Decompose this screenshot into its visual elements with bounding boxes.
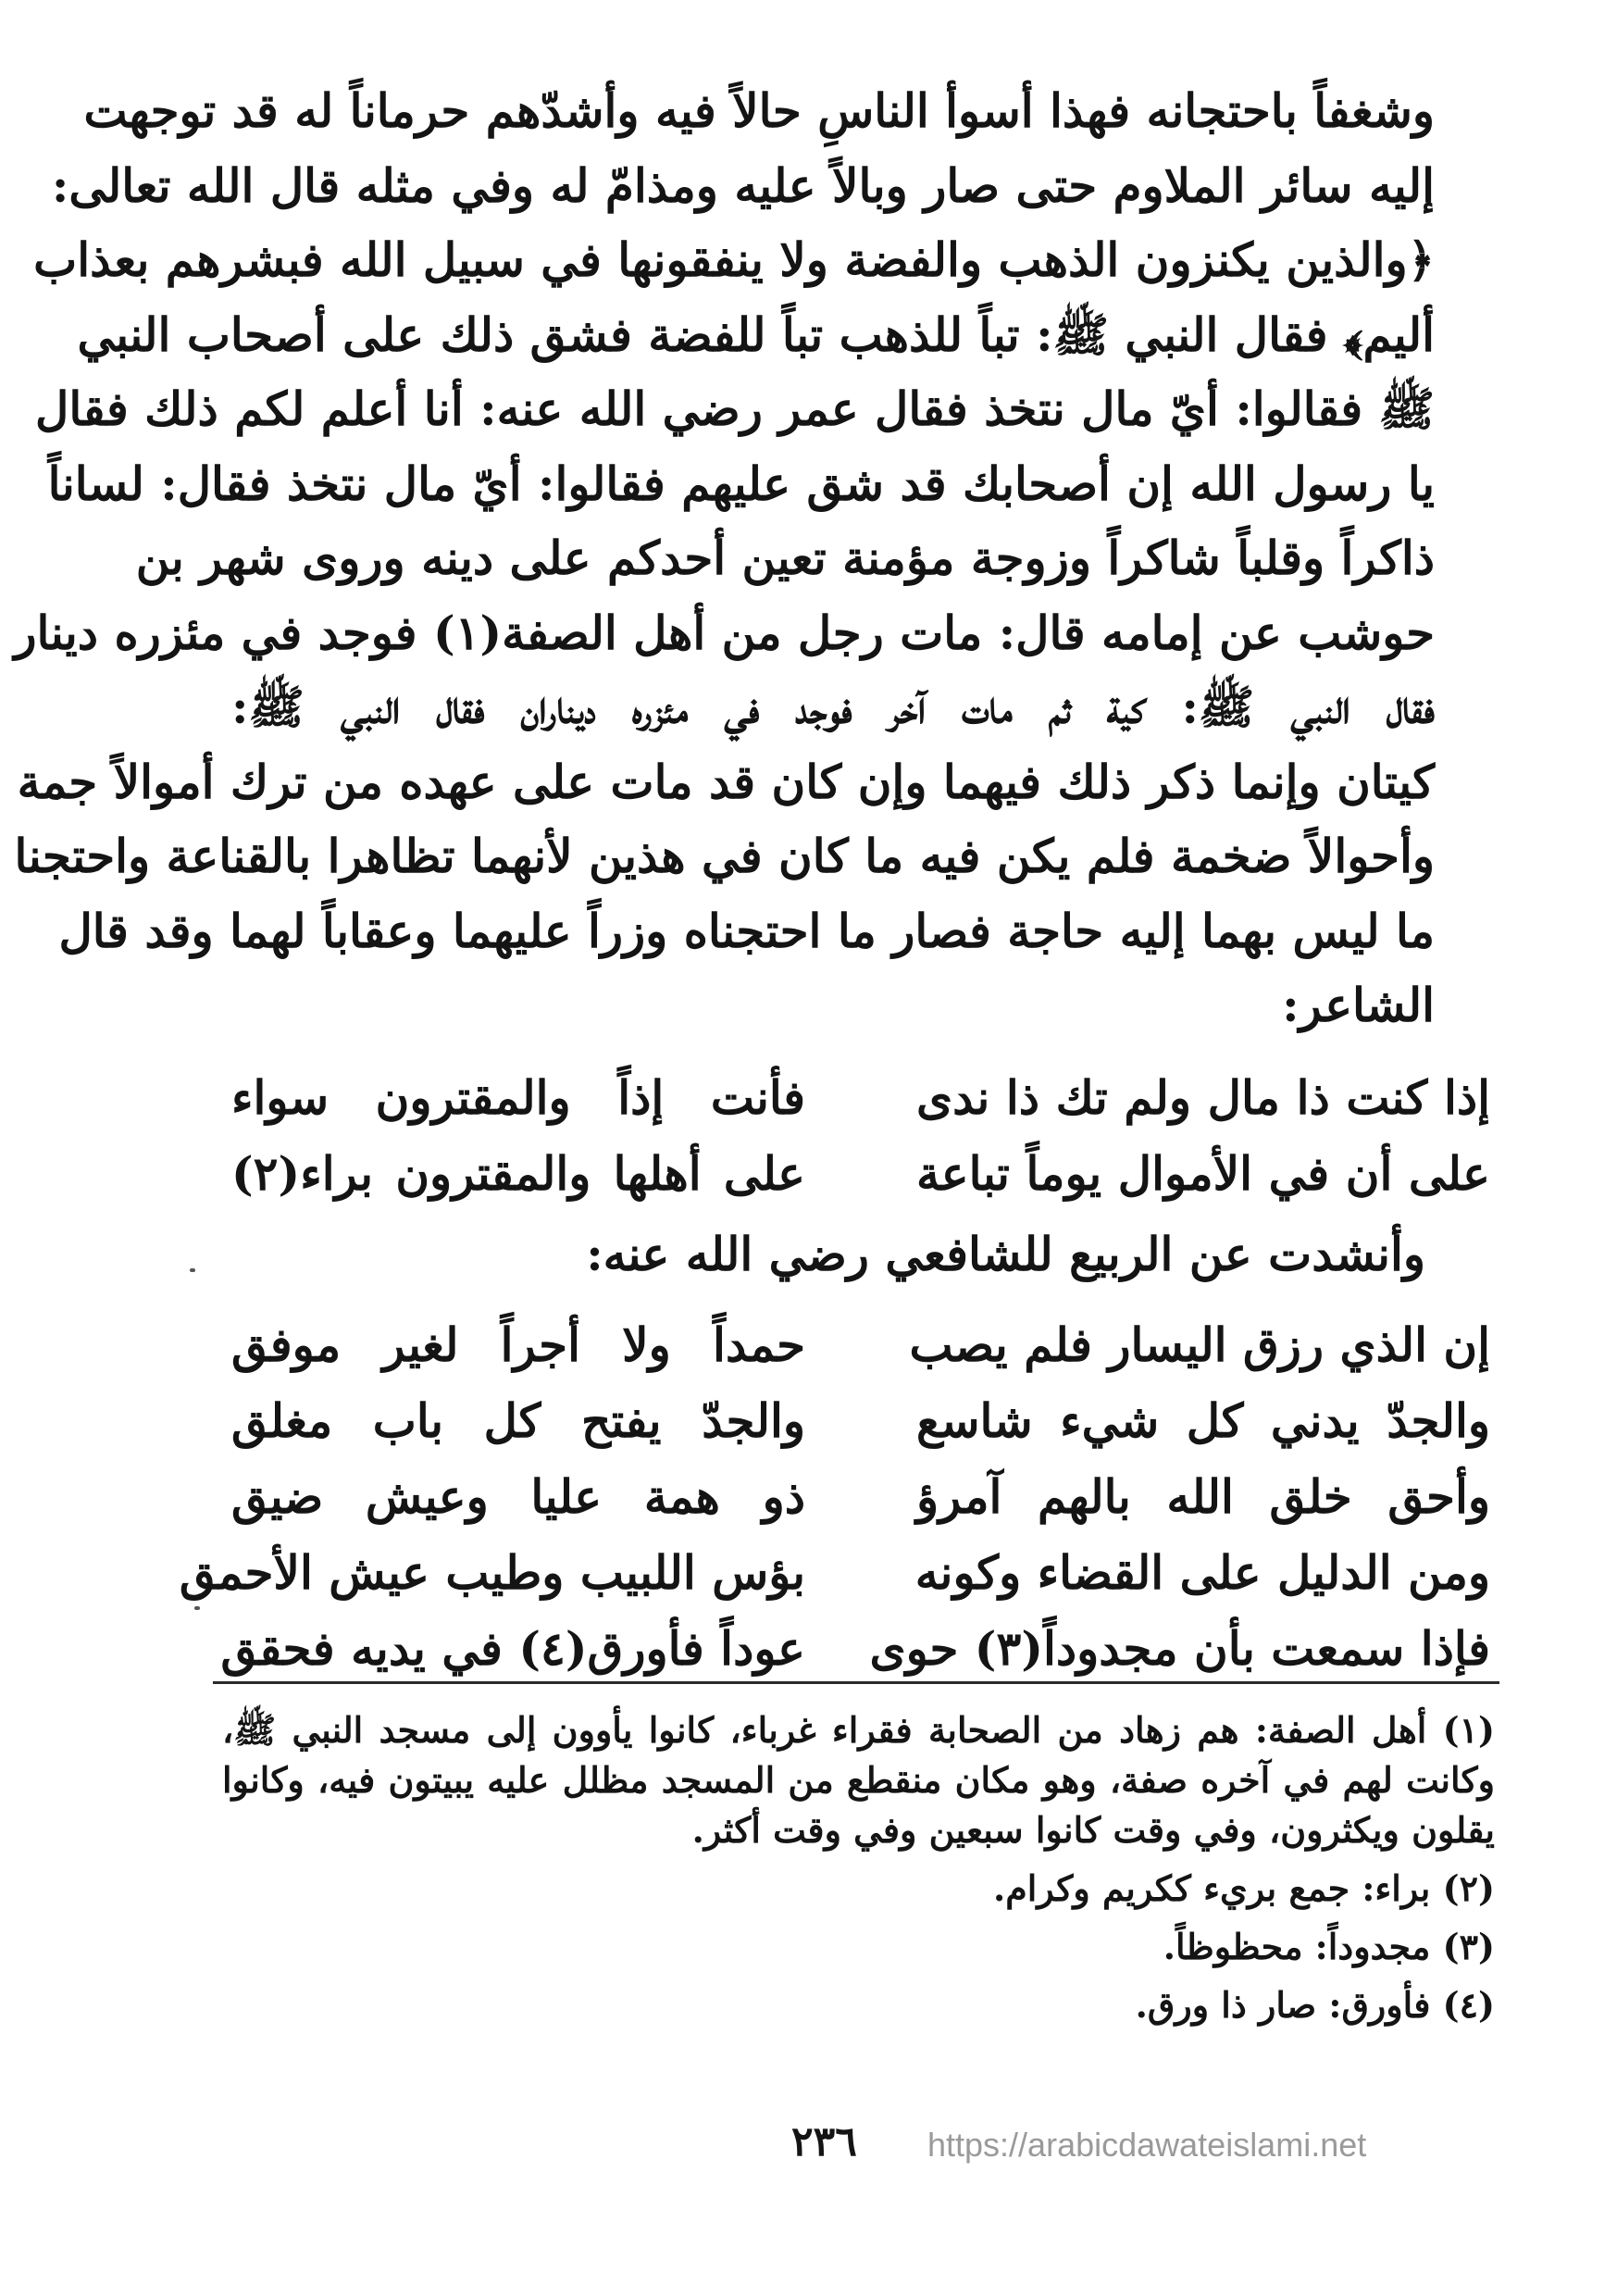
- text-line: كيتان وإنما ذكر ذلك فيهما وإن كان قد مات على عهده من ترك أموالاً جمة: [17, 754, 1435, 809]
- text-line: فقال النبي ﷺ: كية ثم مات آخر فوجد في مئزره ديناران فقال النبي ﷺ:: [231, 680, 1435, 734]
- text-line: ما ليس بهما إليه حاجة فصار ما احتجناه وزراً عليهما وعقاباً لهما وقد قال: [58, 903, 1435, 958]
- footnote: (٤) فأورق: صار ذا ورق.: [1135, 1984, 1495, 2026]
- verse-intro: وأنشدت عن الربيع للشافعي رضي الله عنه:: [586, 1227, 1425, 1281]
- second-hemistich: عوداً فأورق(٤) في يديه فحقق: [220, 1621, 805, 1676]
- text-line: ﷺ فقالوا: أيّ مال نتخذ فقال عمر رضي الله عنه: أنا أعلم لكم ذلك فقال: [35, 381, 1435, 436]
- verse-row: [231, 1060, 1490, 1136]
- verse-row: [231, 1383, 1490, 1459]
- text-line: وأحوالاً ضخمة فلم يكن فيه ما كان في هذين لأنهما تظاهرا بالقناعة واحتجنا: [14, 829, 1435, 883]
- page-number: ٢٣٦: [791, 2118, 857, 2165]
- footnote: (١) أهل الصفة: هم زهاد من الصحابة فقراء غرباء، كانوا يأوون إلى مسجد النبي ﷺ، وكانت لهم في آخره صفة، وهو مكان منقطع من المسجد مظلل عليه يبيتون فيه، وكانوا يقلون ويكثرون، وفي وقت كانوا سبعين وفي وقت أكثر.: [222, 1709, 1495, 1851]
- first-hemistich: إذا كنت ذا مال ولم تك ذا ندى: [916, 1070, 1490, 1125]
- first-hemistich: وأحق خلق الله بالهم آمرؤ: [916, 1469, 1490, 1524]
- watermark-url[interactable]: https://arabicdawateislami.net: [927, 2126, 1367, 2164]
- first-hemistich: إن الذي رزق اليسار فلم يصب: [909, 1317, 1490, 1372]
- second-hemistich: ذو همة عليا وعيش ضيق: [231, 1469, 805, 1524]
- text-line: حوشب عن إمامه قال: مات رجل من أهل الصفة(١) فوجد في مئزره دينار: [14, 605, 1435, 660]
- first-hemistich: ومن الدليل على القضاء وكونه: [914, 1545, 1490, 1600]
- footnotes: [222, 1705, 1495, 2039]
- text-line: ﴿والذين يكنزون الذهب والفضة ولا ينفقونها في سبيل الله فبشرهم بعذاب: [33, 232, 1435, 287]
- second-hemistich: بؤس اللبيب وطيب عيش الأحمق: [179, 1545, 805, 1600]
- footnote: (٢) براء: جمع بريء ككريم وكرام.: [993, 1867, 1495, 1909]
- verse-row: [231, 1136, 1490, 1212]
- verse-row: [179, 1535, 1490, 1611]
- poem-block-1: [231, 1060, 1490, 1212]
- first-hemistich: والجدّ يدني كل شيء شاسع: [916, 1393, 1490, 1448]
- footnote: (٣) مجدوداً: محظوظاً.: [1163, 1926, 1495, 1967]
- poem-block-2: [179, 1307, 1490, 1687]
- text-line: وشغفاً باحتجانه فهذا أسوأ الناسِ حالاً فيه وأشدّهم حرماناً له قد توجهت: [83, 83, 1435, 138]
- scan-speck: [194, 1606, 200, 1610]
- second-hemistich: والجدّ يفتح كل باب مغلق: [231, 1393, 805, 1448]
- main-text: [14, 74, 1435, 1043]
- verse-row: [231, 1307, 1490, 1383]
- verse-row: [220, 1611, 1490, 1687]
- text-line: ذاكراً وقلباً شاكراً وزوجة مؤمنة تعين أحدكم على دينه وروى شهر بن: [135, 530, 1435, 585]
- second-hemistich: حمداً ولا أجراً لغير موفق: [231, 1317, 805, 1372]
- second-hemistich: فأنت إذاً والمقترون سواء: [231, 1070, 805, 1125]
- scan-speck: [190, 1268, 195, 1272]
- text-line: إليه سائر الملاوم حتى صار وبالاً عليه ومذامّ له وفي مثله قال الله تعالى:: [51, 157, 1435, 213]
- first-hemistich: على أن في الأموال يوماً تباعة: [916, 1146, 1490, 1201]
- footnote-divider: [213, 1681, 1499, 1684]
- text-line: يا رسول الله إن أصحابك قد شق عليهم فقالوا: أيّ مال نتخذ فقال: لساناً: [47, 455, 1435, 511]
- text-line: أليم﴾ فقال النبي ﷺ: تباً للذهب تباً للفضة فشق ذلك على أصحاب النبي: [77, 306, 1435, 362]
- verse-row: [231, 1459, 1490, 1535]
- text-line: الشاعر:: [1282, 978, 1435, 1032]
- second-hemistich: على أهلها والمقترون براء(٢): [231, 1146, 805, 1201]
- first-hemistich: فإذا سمعت بأن مجدوداً(٣) حوى: [869, 1621, 1490, 1676]
